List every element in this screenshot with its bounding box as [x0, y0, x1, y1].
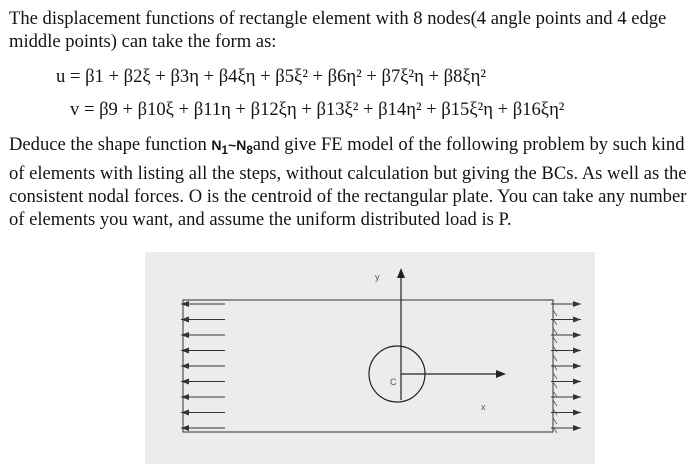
plate-figure [145, 252, 595, 464]
shape-fn-first-letter: N [211, 137, 222, 153]
shape-fn-last-sub: 8 [246, 143, 253, 157]
equation-v [70, 99, 564, 121]
paragraph-intro: The displacement functions of rectangle element with 8 nodes(4 angle points and 4 edge middle points) can take the form as: [9, 8, 667, 52]
plate-diagram [145, 252, 595, 464]
equation-u [56, 66, 486, 88]
paragraph-task-end: and give FE model of the following problem by such kind of elements with listing all the steps, without calculation but giving the BCs. As well as the consistent nodal forces. O is the centroid of the rectangular plate. You can take any number of elements you want, and assume the uniform distributed load is P. [9, 134, 687, 230]
y-axis-label: y [375, 272, 380, 282]
shape-fn-first [211, 137, 228, 157]
x-axis-label: x [481, 402, 486, 412]
shape-fn-last-letter: N [236, 137, 247, 153]
centroid-label: C [390, 377, 397, 387]
equation-v-text: v = β9 + β10ξ + β11η + β12ξη + β13ξ² + β14η² + β15ξ²η + β16ξη² [70, 99, 565, 120]
paragraph-task-start: Deduce the shape function [9, 134, 212, 155]
shape-fn-last [236, 137, 253, 157]
paragraph-task [9, 133, 693, 231]
shape-fn-sep: ~ [228, 137, 237, 153]
equation-u-text: u = β1 + β2ξ + β3η + β4ξη + β5ξ² + β6η² + β7ξ²η + β8ξη² [56, 66, 486, 87]
shape-fn-first-sub: 1 [221, 143, 228, 157]
